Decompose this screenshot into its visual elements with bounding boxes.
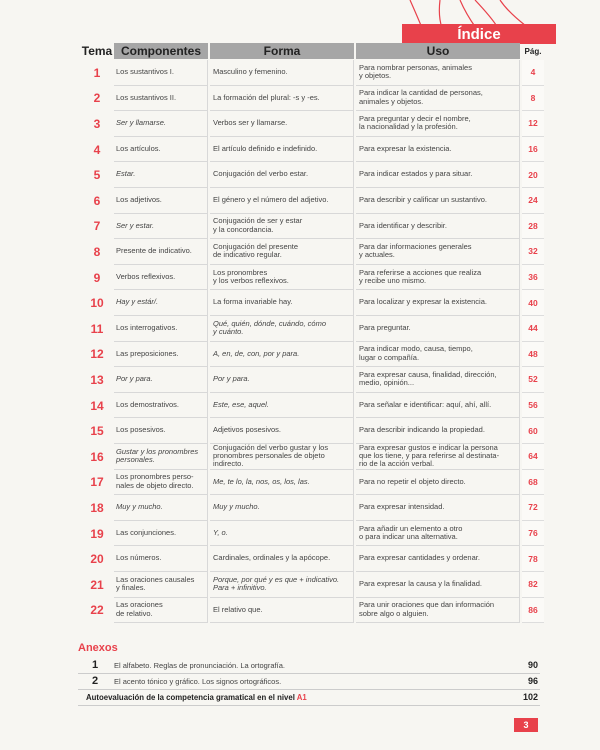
uso-cell: Para expresar cantidades y ordenar. <box>356 546 520 572</box>
componente-cell: Las oraciones causales y finales. <box>114 572 208 598</box>
tema-number: 21 <box>90 577 104 592</box>
tema-number: 20 <box>90 552 104 567</box>
uso-cell: Para unir oraciones que dan información sobre algo o alguien. <box>356 598 520 624</box>
componente-cell: Los pronombres perso- nales de objeto directo. <box>114 470 208 496</box>
tema-number: 18 <box>90 500 104 515</box>
page-number-cell: 72 <box>522 495 544 521</box>
tema-number: 10 <box>90 296 104 311</box>
anexo-row[interactable] <box>78 658 540 674</box>
uso-cell: Para describir y calificar un sustantivo. <box>356 188 520 214</box>
table-row[interactable] <box>82 495 542 521</box>
componente-cell: Los interrogativos. <box>114 316 208 342</box>
forma-cell: A, en, de, con, por y para. <box>210 342 354 368</box>
table-row[interactable] <box>82 367 542 393</box>
header-uso: Uso <box>356 43 520 59</box>
table-row[interactable] <box>82 86 542 112</box>
componente-cell: Hay y estár/. <box>114 290 208 316</box>
table-row[interactable] <box>82 598 542 624</box>
anexo-number: 2 <box>91 675 99 687</box>
tema-number: 2 <box>93 91 101 106</box>
forma-cell: Masculino y femenino. <box>210 60 354 86</box>
uso-cell: Para preguntar y decir el nombre, la nacionalidad y la profesión. <box>356 111 520 137</box>
page-number-cell: 82 <box>522 572 544 598</box>
componente-cell: Los sustantivos II. <box>114 86 208 112</box>
uso-cell: Para expresar causa, finalidad, dirección, medio, opinión... <box>356 367 520 393</box>
forma-cell: Este, ese, aquel. <box>210 393 354 419</box>
page-number-cell: 32 <box>522 239 544 265</box>
uso-cell: Para expresar gustos e indicar la persona que los tiene, y para referirse al destinata- rio de la acción verbal. <box>356 444 520 470</box>
tema-number: 13 <box>90 372 104 387</box>
page-number: 3 <box>514 718 538 732</box>
page-number-cell: 4 <box>522 60 544 86</box>
forma-cell: Me, te lo, la, nos, os, los, las. <box>210 470 354 496</box>
table-row[interactable] <box>82 214 542 240</box>
table-row[interactable] <box>82 290 542 316</box>
uso-cell: Para señalar e identificar: aquí, ahí, allí. <box>356 393 520 419</box>
forma-cell: Y, o. <box>210 521 354 547</box>
componente-cell: Los demostrativos. <box>114 393 208 419</box>
uso-cell: Para indicar modo, causa, tiempo, lugar o compañía. <box>356 342 520 368</box>
componente-cell: Muy y mucho. <box>114 495 208 521</box>
index-title: Índice <box>402 24 556 44</box>
table-row[interactable] <box>82 188 542 214</box>
forma-cell: Conjugación del verbo estar. <box>210 162 354 188</box>
table-row[interactable] <box>82 342 542 368</box>
header-tema: Tema <box>81 44 113 58</box>
table-row[interactable] <box>82 418 542 444</box>
page-number-cell: 24 <box>522 188 544 214</box>
tema-number: 12 <box>90 347 104 362</box>
uso-cell: Para expresar la causa y la finalidad. <box>356 572 520 598</box>
forma-cell: El relativo que. <box>210 598 354 624</box>
page-number-cell: 16 <box>522 137 544 163</box>
uso-cell: Para identificar y describir. <box>356 214 520 240</box>
table-row[interactable] <box>82 111 542 137</box>
page-number-cell: 78 <box>522 546 544 572</box>
tema-number: 15 <box>90 424 104 439</box>
header-forma: Forma <box>210 43 354 59</box>
autoevaluacion-row[interactable] <box>78 690 540 706</box>
forma-cell: Conjugación del verbo gustar y los pronombres personales de objeto indirecto. <box>210 444 354 470</box>
autoevaluacion-page: 102 <box>522 692 538 702</box>
page-number-cell: 8 <box>522 86 544 112</box>
componente-cell: Gustar y los pronombres personales. <box>114 444 208 470</box>
table-row[interactable] <box>82 444 542 470</box>
forma-cell: La formación del plural: -s y -es. <box>210 86 354 112</box>
componente-cell: Ser y estar. <box>114 214 208 240</box>
page-number-cell: 28 <box>522 214 544 240</box>
header-pag: Pág. <box>524 46 542 56</box>
uso-cell: Para preguntar. <box>356 316 520 342</box>
page-number-cell: 76 <box>522 521 544 547</box>
forma-cell: Muy y mucho. <box>210 495 354 521</box>
componente-cell: Por y para. <box>114 367 208 393</box>
componente-cell: Verbos reflexivos. <box>114 265 208 291</box>
anexo-number: 1 <box>91 659 99 671</box>
uso-cell: Para expresar la existencia. <box>356 137 520 163</box>
tema-number: 8 <box>93 244 101 259</box>
componente-cell: Presente de indicativo. <box>114 239 208 265</box>
forma-cell: Adjetivos posesivos. <box>210 418 354 444</box>
componente-cell: Los posesivos. <box>114 418 208 444</box>
tema-number: 14 <box>90 398 104 413</box>
forma-cell: Qué, quién, dónde, cuándo, cómo y cuánto. <box>210 316 354 342</box>
level-label: A1 <box>296 693 307 702</box>
tema-number: 5 <box>93 168 101 183</box>
tema-number: 9 <box>93 270 101 285</box>
componente-cell: Los adjetivos. <box>114 188 208 214</box>
table-row[interactable] <box>82 393 542 419</box>
page-number-cell: 68 <box>522 470 544 496</box>
uso-cell: Para no repetir el objeto directo. <box>356 470 520 496</box>
componente-cell: Las conjunciones. <box>114 521 208 547</box>
page-number-cell: 48 <box>522 342 544 368</box>
componente-cell: Las preposiciones. <box>114 342 208 368</box>
anexo-text: El alfabeto. Reglas de pronunciación. La ortografía. <box>114 661 285 670</box>
autoevaluacion-text: Autoevaluación de la competencia gramatical en el nivel A1 <box>86 693 307 702</box>
componente-cell: Estar. <box>114 162 208 188</box>
uso-cell: Para expresar intensidad. <box>356 495 520 521</box>
anexo-page: 96 <box>527 676 538 686</box>
forma-cell: Cardinales, ordinales y la apócope. <box>210 546 354 572</box>
tema-number: 11 <box>90 321 104 336</box>
forma-cell: Verbos ser y llamarse. <box>210 111 354 137</box>
uso-cell: Para referirse a acciones que realiza y recibe uno mismo. <box>356 265 520 291</box>
table-row[interactable] <box>82 162 542 188</box>
tema-number: 7 <box>93 219 101 234</box>
page-number-cell: 20 <box>522 162 544 188</box>
componente-cell: Los sustantivos I. <box>114 60 208 86</box>
uso-cell: Para indicar la cantidad de personas, animales y objetos. <box>356 86 520 112</box>
componente-cell: Las oraciones de relativo. <box>114 598 208 624</box>
uso-cell: Para localizar y expresar la existencia. <box>356 290 520 316</box>
page-number-cell: 36 <box>522 265 544 291</box>
table-row[interactable] <box>82 546 542 572</box>
table-row[interactable] <box>82 572 542 598</box>
page-number-cell: 64 <box>522 444 544 470</box>
forma-cell: Porque, por qué y es que + indicativo. Para + infinitivo. <box>210 572 354 598</box>
tema-number: 17 <box>90 475 104 490</box>
page-number-cell: 12 <box>522 111 544 137</box>
forma-cell: El género y el número del adjetivo. <box>210 188 354 214</box>
page-number-cell: 44 <box>522 316 544 342</box>
table-row[interactable] <box>82 60 542 86</box>
anexo-row[interactable] <box>78 674 540 690</box>
uso-cell: Para describir indicando la propiedad. <box>356 418 520 444</box>
anexo-page: 90 <box>527 660 538 670</box>
tema-number: 16 <box>90 449 104 464</box>
table-row[interactable] <box>82 265 542 291</box>
table-row[interactable] <box>82 137 542 163</box>
anexos-title: Anexos <box>78 642 118 654</box>
forma-cell: Conjugación de ser y estar y la concordancia. <box>210 214 354 240</box>
table-row[interactable] <box>82 239 542 265</box>
componente-cell: Ser y llamarse. <box>114 111 208 137</box>
uso-cell: Para indicar estados y para situar. <box>356 162 520 188</box>
page-number-cell: 40 <box>522 290 544 316</box>
uso-cell: Para nombrar personas, animales y objetos. <box>356 60 520 86</box>
anexo-text: El acento tónico y gráfico. Los signos ortográficos. <box>114 677 282 686</box>
componente-cell: Los números. <box>114 546 208 572</box>
tema-number: 19 <box>90 526 104 541</box>
tema-number: 22 <box>90 603 104 618</box>
page-number-cell: 52 <box>522 367 544 393</box>
tema-number: 3 <box>93 116 101 131</box>
tema-number: 4 <box>93 142 101 157</box>
uso-cell: Para dar informaciones generales y actuales. <box>356 239 520 265</box>
page-number-cell: 60 <box>522 418 544 444</box>
uso-cell: Para añadir un elemento a otro o para indicar una alternativa. <box>356 521 520 547</box>
table-row[interactable] <box>82 470 542 496</box>
forma-cell: Conjugación del presente de indicativo regular. <box>210 239 354 265</box>
header-componentes: Componentes <box>114 43 208 59</box>
componente-cell: Los artículos. <box>114 137 208 163</box>
forma-cell: Por y para. <box>210 367 354 393</box>
tema-number: 1 <box>93 65 101 80</box>
table-row[interactable] <box>82 316 542 342</box>
forma-cell: Los pronombres y los verbos reflexivos. <box>210 265 354 291</box>
table-row[interactable] <box>82 521 542 547</box>
tema-number: 6 <box>93 193 101 208</box>
forma-cell: La forma invariable hay. <box>210 290 354 316</box>
page-number-cell: 56 <box>522 393 544 419</box>
page-number-cell: 86 <box>522 598 544 624</box>
forma-cell: El artículo definido e indefinido. <box>210 137 354 163</box>
